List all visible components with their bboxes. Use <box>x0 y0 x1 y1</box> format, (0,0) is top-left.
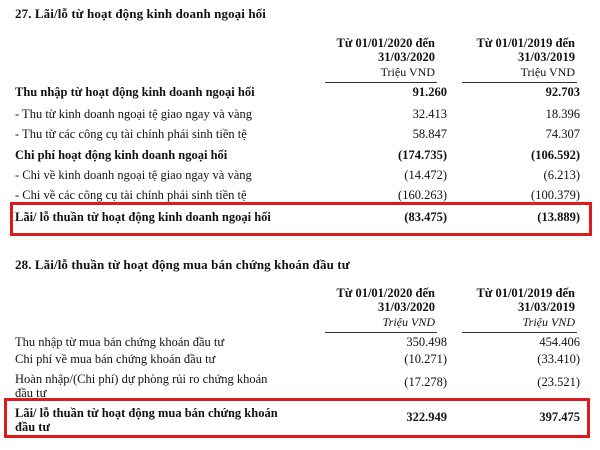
s27-col1-rule <box>325 82 437 83</box>
row-value-2020: (14.472) <box>404 168 447 182</box>
s28-row-net-total <box>15 406 590 436</box>
s27-col2-header <box>455 36 575 79</box>
s28-col1-rule <box>325 332 437 333</box>
row-label: Lãi/ lỗ thuần từ hoạt động mua bán chứng khoán đầu tư <box>15 406 278 434</box>
s27-col2-header-line2: 31/03/2019 <box>518 50 575 64</box>
row-value-2020: 322.949 <box>406 410 447 424</box>
s27-row-spot-income <box>15 107 590 125</box>
row-label: Thu nhập từ mua bán chứng khoán đầu tư <box>15 335 225 349</box>
section-28-title: 28. Lãi/lỗ thuần từ hoạt động mua bán chứng khoán đầu tư <box>15 257 350 272</box>
s28-col2-unit: Triệu VND <box>522 315 575 329</box>
row-value-2019: 74.307 <box>545 127 580 141</box>
row-label: - Thu từ các công cụ tài chính phái sinh tiền tệ <box>15 127 247 141</box>
section-27-title: 27. Lãi/lỗ từ hoạt động kinh doanh ngoại hối <box>15 6 266 21</box>
s28-col1-header <box>315 286 435 329</box>
s28-col2-header <box>455 286 575 329</box>
s27-col2-header-line1: Từ 01/01/2019 đến <box>476 36 575 50</box>
s27-row-fx-expense <box>15 148 590 166</box>
row-value-2020: 32.413 <box>412 107 447 121</box>
s27-col2-unit: Triệu VND <box>520 65 575 79</box>
row-value-2019: (100.379) <box>531 188 580 202</box>
s28-col2-rule <box>462 332 577 333</box>
row-value-2019: (23.521) <box>537 375 580 389</box>
row-label: Chi phí hoạt động kinh doanh ngoại hối <box>15 148 228 162</box>
row-value-2019: 92.703 <box>545 85 580 99</box>
row-label: Thu nhập từ hoạt động kinh doanh ngoại hối <box>15 85 255 99</box>
s28-row-expense <box>15 352 590 370</box>
s28-col1-unit: Triệu VND <box>382 315 435 329</box>
row-value-2020: 350.498 <box>406 335 447 349</box>
row-label: - Chi về các công cụ tài chính phái sinh tiền tệ <box>15 188 247 202</box>
row-value-2020: (17.278) <box>404 375 447 389</box>
s27-row-fx-income <box>15 85 590 103</box>
row-value-2020: (160.263) <box>398 188 447 202</box>
row-value-2019: (33.410) <box>537 352 580 366</box>
row-value-2020: (10.271) <box>404 352 447 366</box>
s27-row-spot-expense <box>15 168 590 186</box>
s27-row-net-total <box>15 210 590 228</box>
row-value-2019: (13.889) <box>537 210 580 224</box>
row-value-2019: (106.592) <box>531 148 580 162</box>
row-label: Chi phí về mua bán chứng khoán đầu tư <box>15 352 216 366</box>
row-value-2019: (6.213) <box>543 168 580 182</box>
s28-col2-header-line2: 31/03/2019 <box>518 300 575 314</box>
row-label: Lãi/ lỗ thuần từ hoạt động kinh doanh ngoại hối <box>15 210 271 224</box>
row-value-2020: 58.847 <box>412 127 447 141</box>
row-label: - Chi về kinh doanh ngoại tệ giao ngay và vàng <box>15 168 252 182</box>
s27-col1-header-line1: Từ 01/01/2020 đến <box>336 36 435 50</box>
row-value-2020: 91.260 <box>412 85 447 99</box>
s27-col1-header <box>315 36 435 79</box>
row-value-2020: (83.475) <box>404 210 447 224</box>
row-value-2019: 454.406 <box>539 335 580 349</box>
row-label: - Thu từ kinh doanh ngoại tệ giao ngay và vàng <box>15 107 253 121</box>
s28-col1-header-line2: 31/03/2020 <box>378 300 435 314</box>
s27-col2-rule <box>462 82 577 83</box>
s28-row-income <box>15 335 590 353</box>
s27-col1-unit: Triệu VND <box>380 65 435 79</box>
row-value-2019: 18.396 <box>545 107 580 121</box>
s28-col2-header-line1: Từ 01/01/2019 đến <box>476 286 575 300</box>
row-value-2019: 397.475 <box>539 410 580 424</box>
s27-col1-header-line2: 31/03/2020 <box>378 50 435 64</box>
s28-col1-header-line1: Từ 01/01/2020 đến <box>336 286 435 300</box>
row-value-2020: (174.735) <box>398 148 447 162</box>
row-label: Hoàn nhập/(Chi phí) dự phòng rủi ro chứng khoán đầu tư <box>15 372 268 400</box>
s27-row-derivative-income <box>15 127 590 145</box>
